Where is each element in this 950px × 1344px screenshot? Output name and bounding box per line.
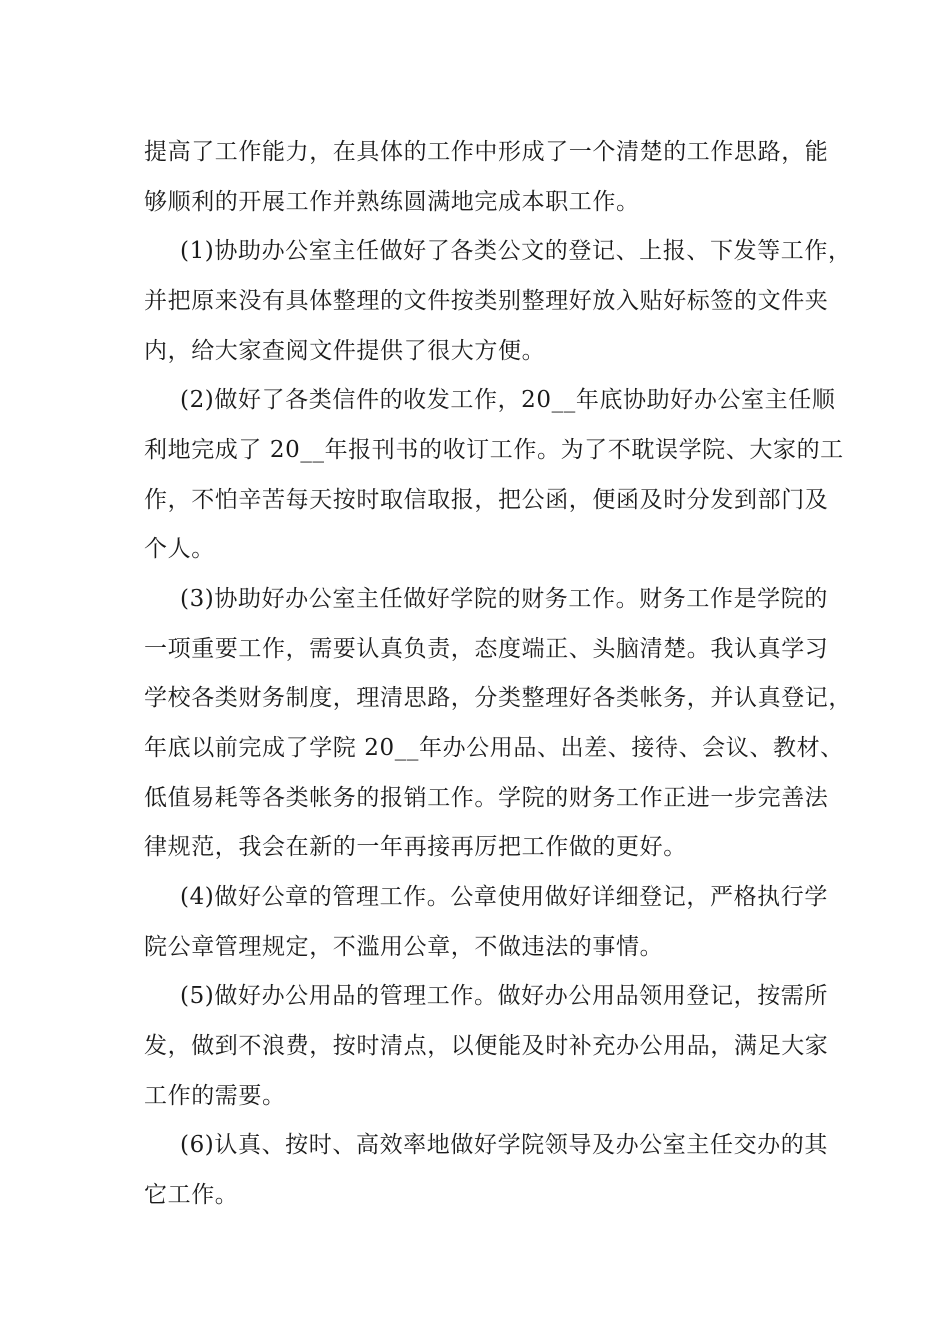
text-line: 学校各类财务制度，理清思路，分类整理好各类帐务，并认真登记， [144,685,852,711]
text-line: 利地完成了 20__年报刊书的收订工作。为了不耽误学院、大家的工 [144,437,844,463]
paragraph-4-line: (4)做好公章的管理工作。公章使用做好详细登记，严格执行学 [180,884,828,910]
text-line: 提高了工作能力，在具体的工作中形成了一个清楚的工作思路，能 [144,139,829,165]
text-line: 个人。 [144,536,215,562]
text-line: 律规范，我会在新的一年再接再厉把工作做的更好。 [144,834,687,860]
text-line: 院公章管理规定，不滥用公章，不做违法的事情。 [144,934,664,960]
text-line: 年底以前完成了学院 20__年办公用品、出差、接待、会议、教材、 [144,735,844,761]
text-line: 并把原来没有具体整理的文件按类别整理好放入贴好标签的文件夹 [144,288,829,314]
text-line: 一项重要工作，需要认真负责，态度端正、头脑清楚。我认真学习 [144,636,829,662]
text-line: 发，做到不浪费，按时清点，以便能及时补充办公用品，满足大家 [144,1033,829,1059]
paragraph-3-line: (3)协助好办公室主任做好学院的财务工作。财务工作是学院的 [180,586,828,612]
text-line: 作，不怕辛苦每天按时取信取报，把公函，便函及时分发到部门及 [144,487,829,513]
paragraph-6-line: (6)认真、按时、高效率地做好学院领导及办公室主任交办的其 [180,1132,828,1158]
text-line: 够顺利的开展工作并熟练圆满地完成本职工作。 [144,189,640,215]
paragraph-2-line: (2)做好了各类信件的收发工作，20__年底协助好办公室主任顺 [180,387,836,413]
text-line: 内，给大家查阅文件提供了很大方便。 [144,338,546,364]
text-line: 工作的需要。 [144,1083,286,1109]
paragraph-5-line: (5)做好办公用品的管理工作。做好办公用品领用登记，按需所 [180,983,828,1009]
text-line: 低值易耗等各类帐务的报销工作。学院的财务工作正进一步完善法 [144,785,829,811]
paragraph-1-line: (1)协助办公室主任做好了各类公文的登记、上报、下发等工作， [180,238,852,264]
text-line: 它工作。 [144,1182,239,1208]
